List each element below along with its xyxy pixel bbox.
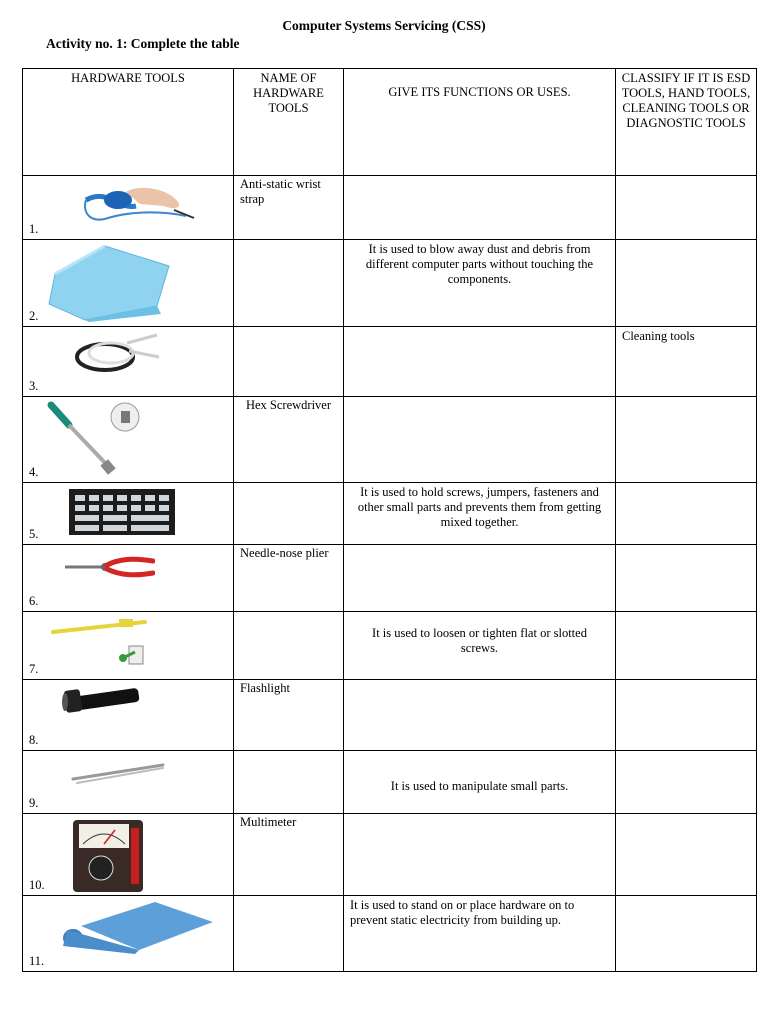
tool-image-cell: [23, 176, 234, 240]
tool-image-cell: [23, 680, 234, 751]
table-row: [23, 545, 757, 612]
tool-function-cell[interactable]: It is used to loosen or tighten flat or slotted screws.: [344, 612, 616, 680]
tool-name-cell[interactable]: Anti-static wrist strap: [234, 176, 344, 240]
tool-function-cell[interactable]: [344, 176, 616, 240]
tool-class-cell[interactable]: [616, 483, 757, 545]
table-row: [23, 397, 757, 483]
header-name: NAME OF HARDWARE TOOLS: [234, 69, 344, 176]
tool-name-cell[interactable]: [234, 751, 344, 814]
tool-class-cell[interactable]: [616, 397, 757, 483]
tool-name-cell[interactable]: [234, 327, 344, 397]
tool-class-cell[interactable]: [616, 814, 757, 896]
tool-function-cell[interactable]: [344, 680, 616, 751]
row-number: 7.: [29, 662, 39, 676]
tool-image-cell: [23, 327, 234, 397]
header-functions: [344, 69, 616, 176]
tool-name-cell[interactable]: [234, 240, 344, 327]
row-number: 2.: [29, 309, 39, 323]
tool-image-cell: [23, 545, 234, 612]
activity-table: [22, 68, 757, 972]
antistatic-mat-icon: [59, 900, 215, 954]
table-row: [23, 176, 757, 240]
tool-image-cell: [23, 896, 234, 972]
flashlight-icon: [59, 684, 143, 720]
tool-class-cell[interactable]: [616, 751, 757, 814]
tool-class-cell[interactable]: [616, 545, 757, 612]
row-number: 8.: [29, 733, 39, 747]
tool-name-cell[interactable]: [234, 612, 344, 680]
header-row: [23, 69, 757, 176]
tool-class-cell[interactable]: [616, 896, 757, 972]
tool-image-cell: [23, 397, 234, 483]
tool-name-cell[interactable]: [234, 483, 344, 545]
tool-function-cell[interactable]: [344, 327, 616, 397]
tool-function-cell[interactable]: [344, 397, 616, 483]
wrist-strap-icon: [78, 180, 198, 232]
tool-function-cell[interactable]: It is used to stand on or place hardware on to prevent static electricity from building up.: [344, 896, 616, 972]
row-number: 5.: [29, 527, 39, 541]
tool-class-cell[interactable]: [616, 176, 757, 240]
table-row: [23, 483, 757, 545]
row-number: 3.: [29, 379, 39, 393]
cable-ties-icon: [71, 331, 161, 375]
tool-function-cell[interactable]: [344, 545, 616, 612]
tool-image-cell: [23, 612, 234, 680]
tool-image-cell: [23, 814, 234, 896]
parts-organizer-icon: [67, 487, 177, 537]
row-number: 6.: [29, 594, 39, 608]
header-hardware-tools: HARDWARE TOOLS: [23, 69, 234, 176]
tool-function-cell[interactable]: It is used to hold screws, jumpers, fasteners and other small parts and prevents them from getting mixed together.: [344, 483, 616, 545]
tool-name-cell[interactable]: Flashlight: [234, 680, 344, 751]
needle-nose-plier-icon: [63, 553, 155, 583]
tweezers-icon: [67, 759, 167, 787]
multimeter-icon: [71, 818, 145, 894]
table-row: [23, 896, 757, 972]
row-number: 10.: [29, 878, 45, 892]
tool-image-cell: [23, 751, 234, 814]
tool-image-cell: [23, 483, 234, 545]
tool-image-cell: [23, 240, 234, 327]
table-row: [23, 240, 757, 327]
row-number: 1.: [29, 222, 39, 236]
row-number: 4.: [29, 465, 39, 479]
header-classify: CLASSIFY IF IT IS ESD TOOLS, HAND TOOLS, CLEANING TOOLS OR DIAGNOSTIC TOOLS: [616, 69, 757, 176]
table-row: [23, 814, 757, 896]
tool-name-cell[interactable]: Hex Screwdriver: [234, 397, 344, 483]
tool-name-cell[interactable]: Multimeter: [234, 814, 344, 896]
table-row: [23, 612, 757, 680]
part-retriever-icon: [49, 616, 155, 668]
cleaning-cloth-icon: [45, 244, 175, 322]
tool-class-cell[interactable]: Cleaning tools: [616, 327, 757, 397]
header-functions-label: GIVE ITS FUNCTIONS OR USES.: [388, 85, 571, 99]
table-row: [23, 751, 757, 814]
tool-class-cell[interactable]: [616, 612, 757, 680]
tool-class-cell[interactable]: [616, 240, 757, 327]
hex-screwdriver-icon: [45, 399, 145, 479]
tool-name-cell[interactable]: [234, 896, 344, 972]
page-title: Computer Systems Servicing (CSS): [282, 18, 486, 33]
tool-function-cell[interactable]: It is used to blow away dust and debris from different computer parts without touching the components.: [344, 240, 616, 327]
tool-name-cell[interactable]: Needle-nose plier: [234, 545, 344, 612]
table-row: [23, 327, 757, 397]
activity-subtitle: Activity no. 1: Complete the table: [46, 36, 240, 51]
row-number: 9.: [29, 796, 39, 810]
tool-function-cell[interactable]: It is used to manipulate small parts.: [344, 751, 616, 814]
tool-function-cell[interactable]: [344, 814, 616, 896]
tool-class-cell[interactable]: [616, 680, 757, 751]
row-number: 11.: [29, 954, 45, 968]
table-row: [23, 680, 757, 751]
